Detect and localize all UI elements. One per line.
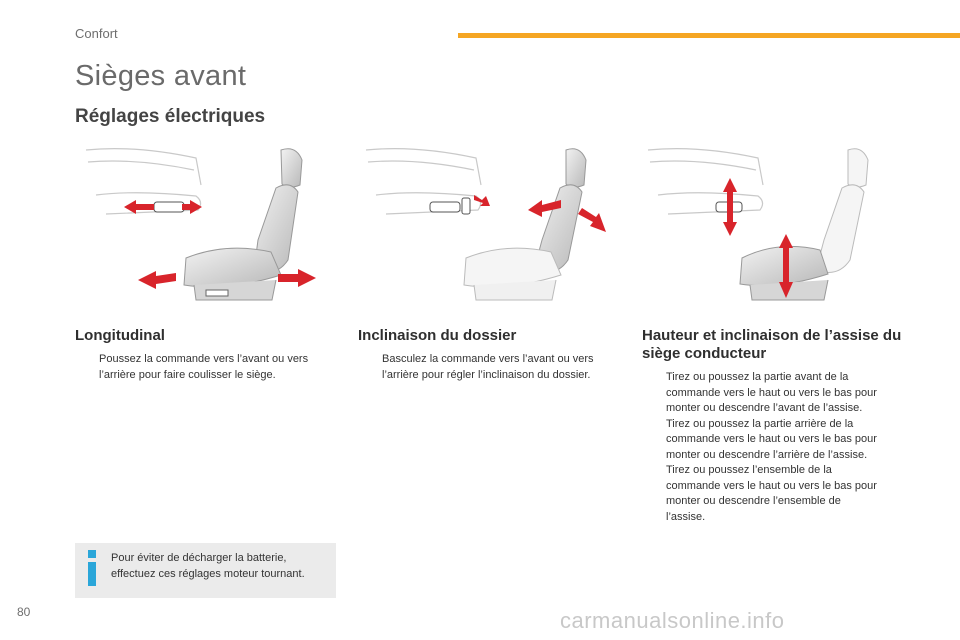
seat-icon: [464, 149, 586, 300]
info-note: [75, 543, 336, 598]
arrow-forward-icon: [138, 271, 176, 289]
column-backrest: [358, 327, 620, 383]
info-text: Pour éviter de décharger la batterie, effectuez ces réglages moteur tournant.: [111, 552, 305, 580]
column-longitudinal: [75, 327, 337, 383]
column-height: [642, 327, 904, 525]
column-title: Longitudinal: [75, 327, 165, 344]
bullet-list: [358, 352, 620, 383]
info-icon: [85, 548, 99, 588]
seat-height-illustration: [638, 140, 900, 310]
arrow-forward-icon: [578, 208, 606, 232]
seat-longitudinal-illustration: [76, 140, 338, 310]
bullet-list: [75, 352, 337, 383]
list-item: Poussez la commande vers l’avant ou vers l’arrière pour faire coulisser le siège.: [99, 353, 309, 381]
arrow-backward-icon: [278, 269, 316, 287]
column-title: Hauteur et inclinaison de l’assise du siège conducteur: [642, 327, 902, 362]
seat-backrest-illustration: [356, 140, 618, 310]
page-title: Sièges avant: [75, 60, 247, 92]
control-switch-icon: [430, 198, 470, 214]
column-title: Inclinaison du dossier: [358, 327, 517, 344]
page-number: 80: [17, 605, 31, 619]
seat-icon: [740, 149, 868, 300]
bullet-list: [642, 370, 882, 525]
list-item: Basculez la commande vers l’avant ou vers l’arrière pour régler l’inclinaison du dossier.: [382, 353, 594, 381]
page-subtitle: Réglages électriques: [75, 106, 266, 127]
watermark: carmanualsonline.info: [560, 608, 785, 633]
curved-arrow-icon: [474, 195, 490, 206]
section-label: Confort: [75, 26, 118, 41]
list-item: Tirez ou poussez la partie arrière de la commande vers le haut ou vers le bas pour monter ou descendre l’arrière de l’assise.: [666, 417, 877, 461]
control-switch-icon: [154, 202, 184, 212]
list-item: Tirez ou poussez la partie avant de la commande vers le haut ou vers le bas pour monter ou descendre l’avant de l’assise.: [666, 371, 877, 414]
list-item: Tirez ou poussez l’ensemble de la commande vers le haut ou vers le bas pour monter ou descendre l’ensemble de l’assise.: [666, 464, 877, 523]
header-accent-bar: [458, 33, 960, 38]
